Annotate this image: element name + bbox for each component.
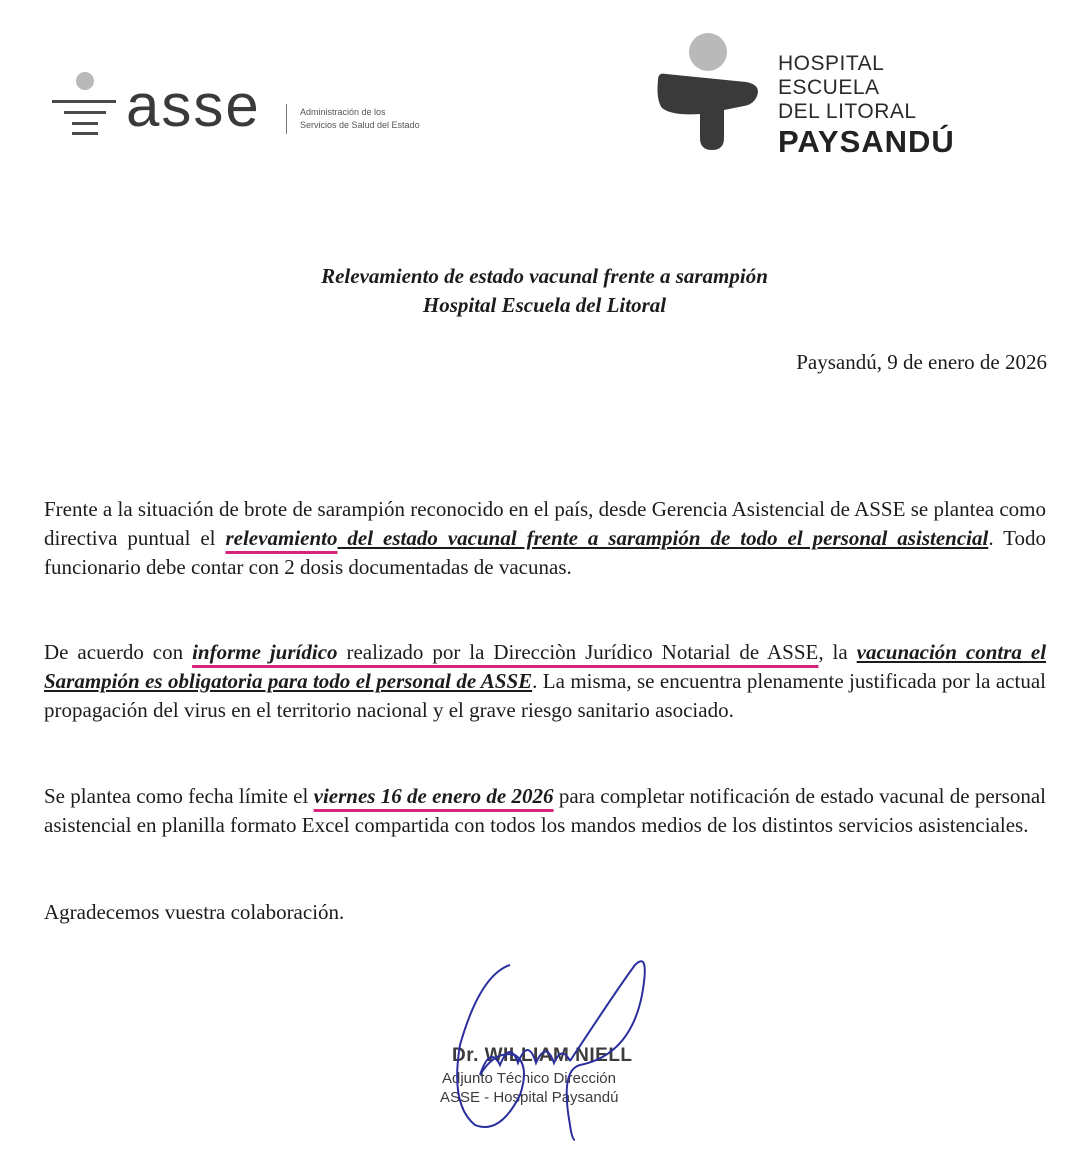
p3-text: Se plantea como fecha límite el xyxy=(44,784,314,808)
asse-subtitle-line1: Administración de los xyxy=(300,107,386,117)
paragraph-3 xyxy=(44,782,1046,840)
document-date: Paysandú, 9 de enero de 2026 xyxy=(796,350,1047,374)
handwritten-signature xyxy=(420,945,680,1145)
paragraph-1 xyxy=(44,495,1046,582)
p2-highlight-direccion: realizado por la Direcciòn Jurídico Notarial de ASSE xyxy=(337,640,819,664)
p3-text-end: para completar notificación de estado vacunal de personal asistencial en planilla formato Excel compartida con todos los mandos medios de los distintos servicios asistenciales. xyxy=(44,784,1047,837)
hospital-name xyxy=(778,52,980,160)
paragraph-2 xyxy=(44,638,1046,725)
paragraph-4: Agradecemos vuestra colaboración. xyxy=(44,900,345,924)
stamp-institution: ASSE - Hospital Paysandú xyxy=(440,1089,619,1106)
p3-highlight-deadline: viernes 16 de enero de 2026 xyxy=(313,784,554,808)
asse-logo-dot xyxy=(76,72,94,90)
asse-logo-line xyxy=(52,100,116,103)
p2-emphasis: vacunación contra el Sarampión es obligatoria para todo el personal de ASSE xyxy=(44,640,1047,693)
hospital-figure-icon xyxy=(650,30,770,155)
asse-logo-separator xyxy=(286,104,287,134)
p2-highlight-informe: informe jurídico xyxy=(192,640,338,664)
asse-logo xyxy=(48,68,478,148)
p2-text-mid: , la xyxy=(818,640,857,664)
asse-logo-subtitle xyxy=(300,106,420,132)
document-subtitle: Hospital Escuela del Litoral xyxy=(422,293,667,317)
asse-logo-line xyxy=(72,122,98,125)
p1-highlight-relevamiento: relevamiento xyxy=(225,526,338,550)
asse-logo-line xyxy=(64,111,106,114)
p1-emphasis: del estado vacunal frente a sarampión de todo el personal asistencial xyxy=(337,526,989,550)
stamp-role: Adjunto Técnico Dirección xyxy=(442,1070,616,1087)
asse-subtitle-line2: Servicios de Salud del Estado xyxy=(300,120,420,130)
p2-text-end: . La misma, se encuentra plenamente justificada por la actual propagación del virus en el territorio nacional y el grave riesgo sanitario asociado. xyxy=(44,669,1046,722)
asse-logo-line xyxy=(72,132,98,135)
hospital-name-line1: HOSPITAL ESCUELA xyxy=(778,52,884,99)
hospital-logo xyxy=(650,30,980,159)
p1-text: Frente a la situación de brote de sarampión reconocido en el país, desde Gerencia Asistencial de ASSE se plantea como directiva puntual el xyxy=(44,497,1046,550)
stamp-name: Dr. WILLIAM NIELL xyxy=(452,1045,633,1066)
hospital-name-line2: DEL LITORAL xyxy=(778,100,917,123)
p1-text-end: . Todo funcionario debe contar con 2 dosis documentadas de vacunas. xyxy=(44,526,1047,579)
p2-text: De acuerdo con xyxy=(44,640,193,664)
document-title: Relevamiento de estado vacunal frente a sarampión xyxy=(321,264,768,288)
asse-wordmark: asse xyxy=(126,72,261,139)
hospital-name-line3: PAYSANDÚ xyxy=(778,124,955,159)
